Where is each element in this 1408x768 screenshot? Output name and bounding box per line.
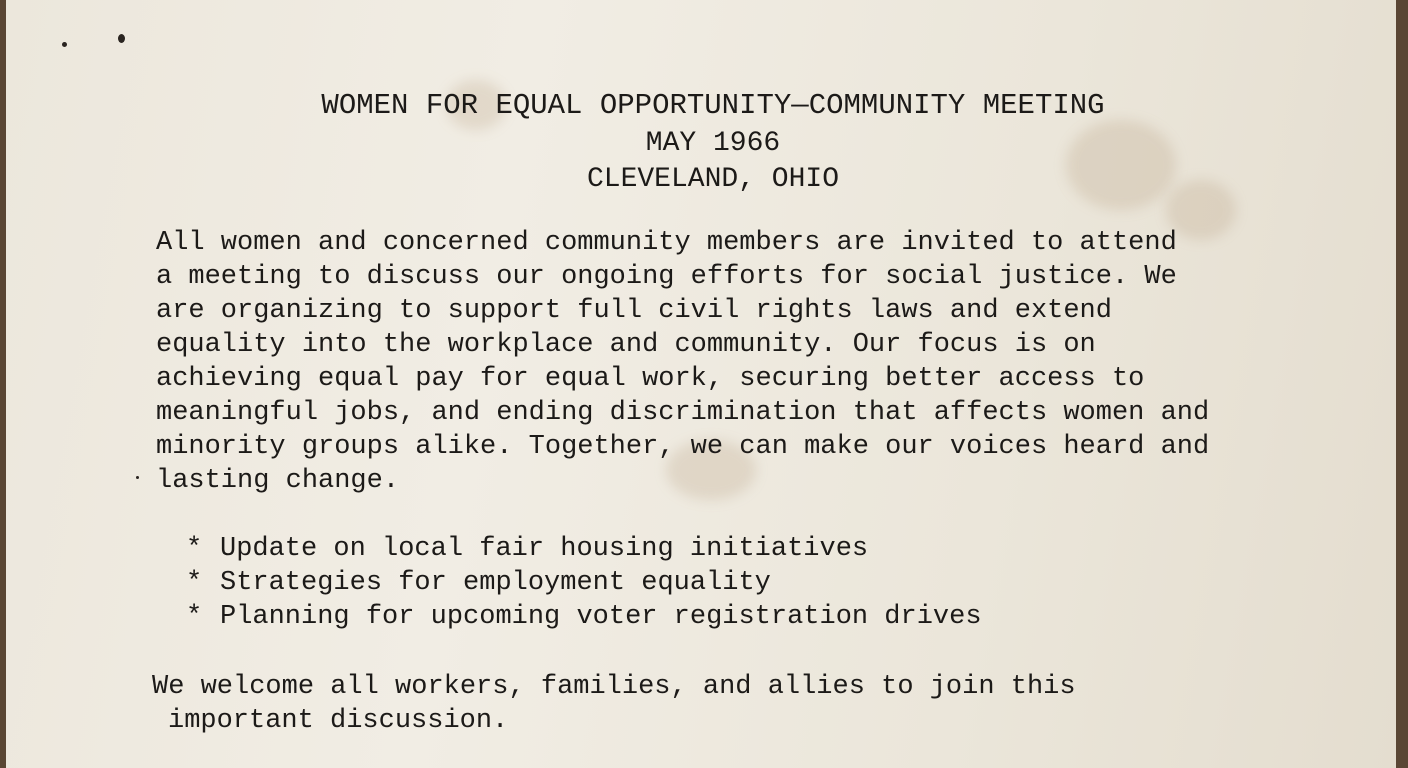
bullet-star: *: [186, 602, 203, 632]
ink-speck: [136, 476, 139, 479]
body-line: equality into the workplace and community. Our focus is on: [156, 330, 1096, 360]
agenda-item-text: Planning for upcoming voter registration drives: [220, 602, 982, 632]
body-paragraph: [156, 226, 1209, 498]
agenda-item-text: Update on local fair housing initiatives: [220, 534, 869, 564]
meeting-date: MAY 1966: [645, 128, 781, 159]
body-line: are organizing to support full civil rights laws and extend: [156, 296, 1112, 326]
agenda-item: [186, 532, 982, 566]
body-line: achieving equal pay for equal work, securing better access to: [156, 364, 1145, 394]
closing-line: important discussion.: [168, 706, 509, 736]
flyer-paper: [6, 0, 1396, 768]
ink-speck: [62, 42, 67, 47]
agenda-item: [186, 600, 982, 634]
body-line: meaningful jobs, and ending discrimination that affects women and: [156, 398, 1210, 428]
bullet-star: *: [186, 568, 203, 598]
closing-paragraph: [152, 670, 1076, 738]
agenda-item: [186, 566, 982, 600]
body-line: All women and concerned community members are invited to attend: [156, 228, 1177, 258]
closing-line: We welcome all workers, families, and allies to join this: [152, 672, 1076, 702]
ink-speck: [118, 34, 125, 43]
body-line: minority groups alike. Together, we can make our voices heard and: [156, 432, 1210, 462]
meeting-location: CLEVELAND, OHIO: [586, 164, 840, 195]
bullet-star: *: [186, 534, 203, 564]
meeting-title: WOMEN FOR EQUAL OPPORTUNITY—COMMUNITY MEETING: [321, 89, 1105, 122]
body-line: lasting change.: [156, 466, 400, 496]
agenda-list: [186, 532, 982, 634]
body-line: a meeting to discuss our ongoing efforts for social justice. We: [156, 262, 1177, 292]
agenda-item-text: Strategies for employment equality: [220, 568, 771, 598]
